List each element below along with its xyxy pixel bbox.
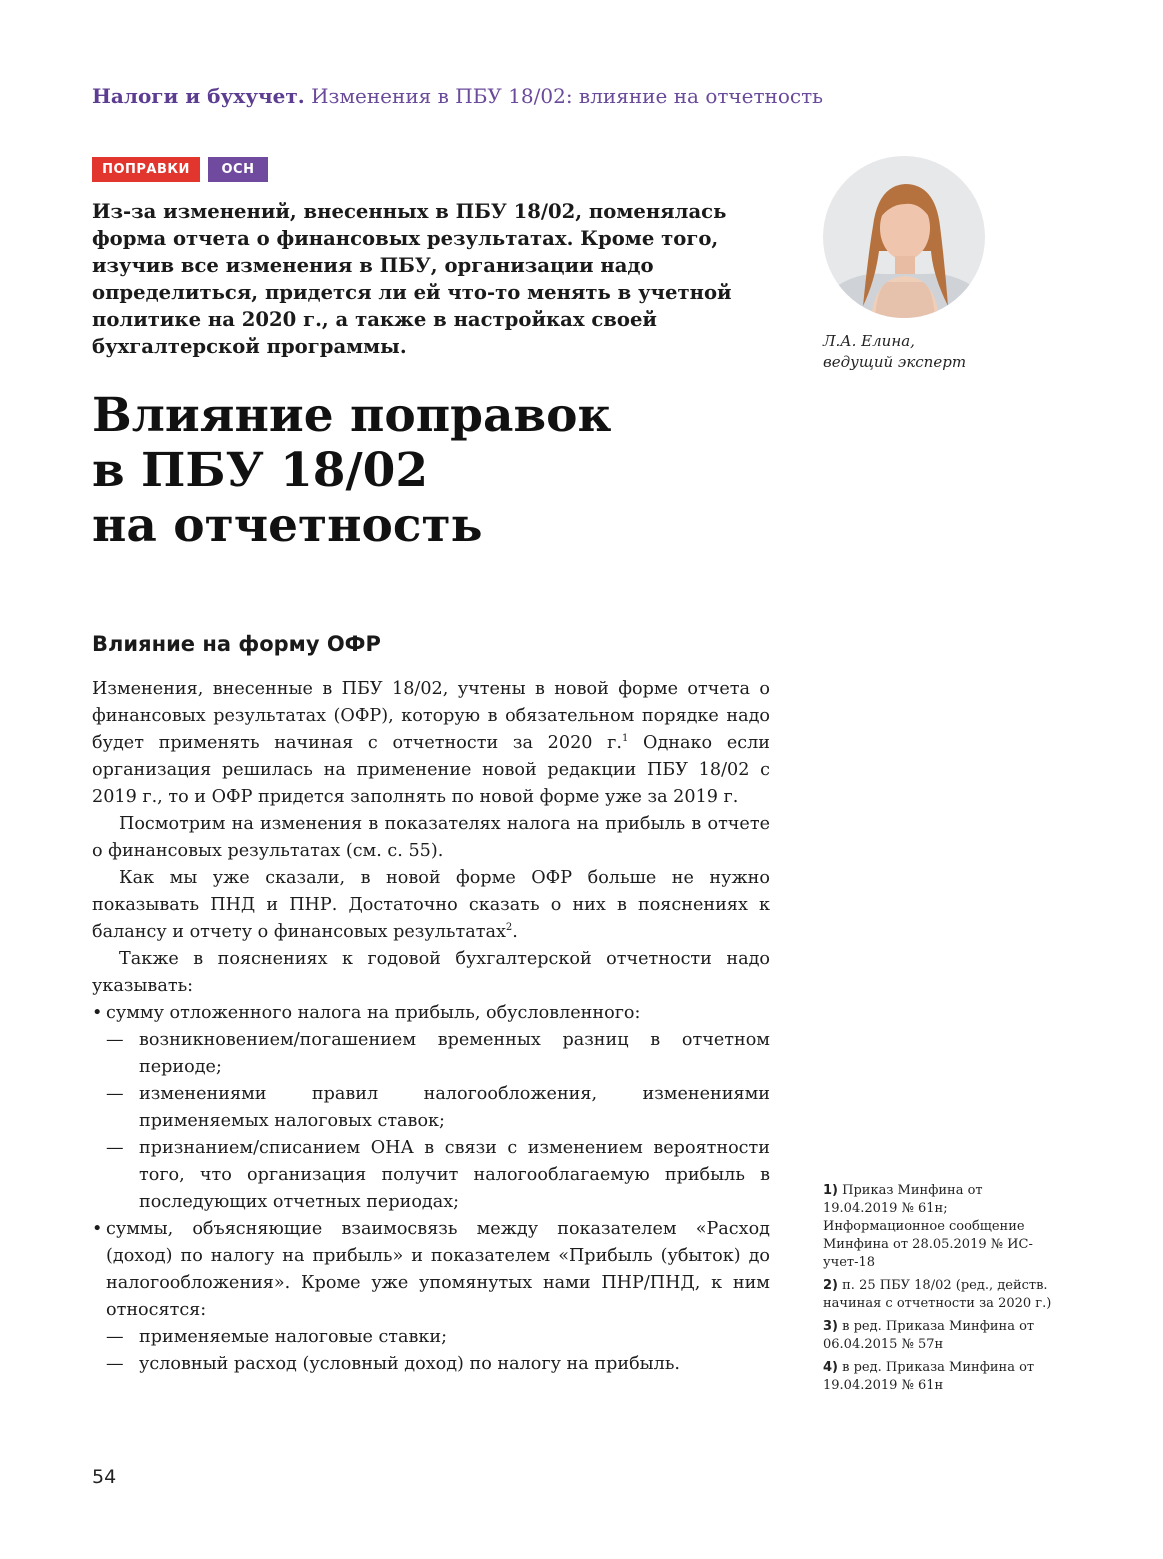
paragraph — [92, 676, 770, 811]
author-name: Л.А. Елина, — [823, 332, 915, 350]
list-item-text: возникновением/погашением временных разниц в отчетном периоде; — [139, 1030, 770, 1077]
dash-mark: — — [106, 1084, 124, 1104]
paragraph-text: Как мы уже сказали, в новой форме ОФР больше не нужно показывать ПНД и ПНР. Достаточно сказать о них в пояснениях к балансу и отчету о финансовых результатах — [92, 868, 770, 942]
bullet-mark: • — [92, 1003, 103, 1023]
sub-list-item — [92, 1324, 770, 1351]
sub-list-item — [92, 1351, 770, 1378]
tag-osn: ОСН — [208, 157, 268, 182]
dash-mark: — — [106, 1327, 124, 1347]
sub-list-item — [92, 1081, 770, 1135]
list-item — [92, 1216, 770, 1324]
footnote-ref: 2 — [505, 922, 513, 934]
running-head — [92, 84, 823, 108]
footnote — [823, 1277, 1053, 1313]
footnote-number: 2) — [823, 1278, 838, 1293]
tag-list — [92, 157, 268, 182]
author-portrait-image — [823, 156, 985, 318]
sub-list-item — [92, 1027, 770, 1081]
footnote — [823, 1359, 1053, 1395]
article-title — [92, 388, 611, 553]
title-line: в ПБУ 18/02 — [92, 443, 429, 498]
footnote — [823, 1318, 1053, 1354]
footnote-number: 1) — [823, 1183, 838, 1198]
footnotes — [823, 1182, 1053, 1400]
paragraph: Посмотрим на изменения в показателях налога на прибыль в отчете о финансовых результатах (см. с. 55). — [92, 814, 770, 861]
running-head-section: Налоги и бухучет. — [92, 84, 305, 108]
paragraph: Также в пояснениях к годовой бухгалтерской отчетности надо указывать: — [92, 949, 770, 996]
section-heading: Влияние на форму ОФР — [92, 632, 381, 656]
article-body — [92, 676, 770, 1378]
tag-amendments: ПОПРАВКИ — [92, 157, 200, 182]
title-line: на отчетность — [92, 498, 483, 553]
footnote-ref: 1 — [621, 733, 629, 745]
footnote — [823, 1182, 1053, 1272]
footnote-number: 4) — [823, 1360, 838, 1375]
paragraph — [92, 865, 770, 946]
dash-mark: — — [106, 1138, 124, 1158]
dash-mark: — — [106, 1030, 124, 1050]
list-item-text: суммы, объясняющие взаимосвязь между показателем «Расход (доход) по налогу на прибыль» и показателем «Прибыль (убыток) до налогообложения». Кроме уже упомянутых нами ПНР/ПНД, к ним относятся: — [106, 1219, 770, 1320]
bullet-mark: • — [92, 1219, 103, 1239]
author-caption — [823, 331, 966, 373]
footnote-text: Приказ Минфина от 19.04.2019 № 61н; Информационное сообщение Минфина от 28.05.2019 № ИС-учет-18 — [823, 1183, 1033, 1270]
list-item-text: изменениями правил налогообложения, изменениями применяемых налоговых ставок; — [139, 1084, 770, 1131]
list-item-text: применяемые налоговые ставки; — [139, 1327, 448, 1347]
running-head-topic: Изменения в ПБУ 18/02: влияние на отчетность — [311, 84, 824, 108]
author-role: ведущий эксперт — [823, 353, 967, 371]
footnote-text: в ред. Приказа Минфина от 06.04.2015 № 57н — [823, 1319, 1035, 1352]
footnote-text: п. 25 ПБУ 18/02 (ред., действ. начиная с отчетности за 2020 г.) — [823, 1278, 1052, 1311]
dash-mark: — — [106, 1354, 124, 1374]
title-line: Влияние поправок — [92, 388, 612, 443]
list-item-text: сумму отложенного налога на прибыль, обусловленного: — [106, 1003, 641, 1023]
list-item-text: признанием/списанием ОНА в связи с изменением вероятности того, что организация получит налогооблагаемую прибыль в последующих отчетных периодах; — [139, 1138, 770, 1212]
footnote-number: 3) — [823, 1319, 838, 1334]
list-item — [92, 1000, 770, 1027]
author-photo — [823, 156, 985, 318]
paragraph-text: Однако если организация решилась на применение новой редакции ПБУ 18/02 с 2019 г., то и ОФР придется заполнять по новой форме уже за 2019 г. — [92, 733, 770, 807]
lead-paragraph: Из-за изменений, внесенных в ПБУ 18/02, поменялась форма отчета о финансовых результатах. Кроме того, изучив все изменения в ПБУ, организации надо определиться, придется ли ей что-то менять в учетной политике на 2020 г., а также в настройках своей бухгалтерской программы. — [92, 200, 732, 358]
footnote-text: в ред. Приказа Минфина от 19.04.2019 № 61н — [823, 1360, 1035, 1393]
page-number: 54 — [92, 1466, 117, 1488]
list-item-text: условный расход (условный доход) по налогу на прибыль. — [139, 1354, 681, 1374]
paragraph-text: . — [512, 922, 518, 942]
paragraph-text: Изменения, внесенные в ПБУ 18/02, учтены в новой форме отчета о финансовых результатах (ОФР), которую в обязательном порядке надо будет применять начиная с отчетности за 2020 г. — [92, 679, 770, 753]
sub-list-item — [92, 1135, 770, 1216]
